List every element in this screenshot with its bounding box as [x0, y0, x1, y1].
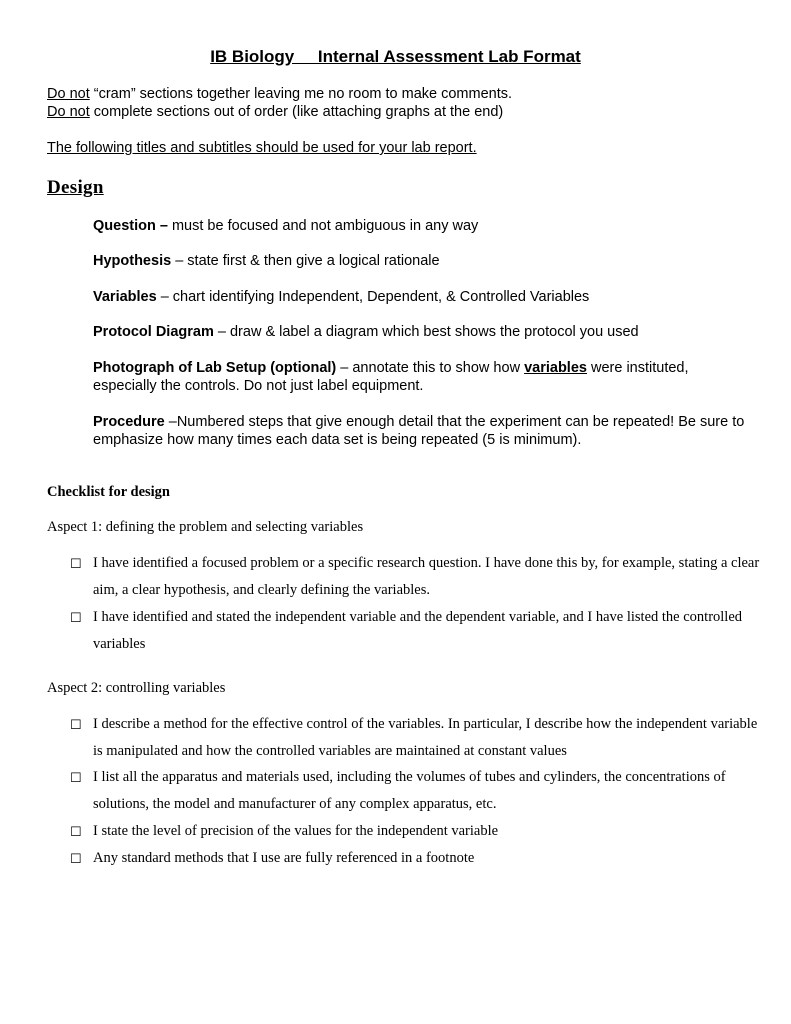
design-item-protocol-diagram	[93, 323, 753, 341]
note-text: complete sections out of order (like attaching graphs at the end)	[89, 104, 504, 120]
design-item-question	[93, 217, 753, 235]
instruction-note-2	[47, 104, 503, 120]
checkbox-icon[interactable]: ☐	[70, 770, 82, 785]
checklist-item-text: I list all the apparatus and materials used, including the volumes of tubes and cylinders, the concentrations of solutions, the model and manufacturer of any complex apparatus, etc.	[93, 769, 726, 812]
checklist-item-text: Any standard methods that I use are fully referenced in a footnote	[93, 850, 475, 866]
design-item-photograph	[93, 359, 753, 395]
item-term: Hypothesis	[93, 253, 172, 269]
aspect-label: Aspect 2: controlling variables	[47, 680, 226, 696]
checklist-item-text: I have identified and stated the independent variable and the dependent variable, and I have listed the controlled variables	[93, 609, 743, 652]
section-heading-design: Design	[47, 177, 104, 198]
checklist-item	[70, 604, 760, 658]
checklist-item	[70, 764, 760, 818]
design-item-variables	[93, 288, 753, 306]
note-lead: Do not	[47, 86, 90, 102]
checklist-item	[70, 845, 760, 872]
item-term: Procedure	[93, 414, 165, 430]
checklist-item	[70, 818, 760, 845]
item-desc: – annotate this to show how	[336, 360, 525, 376]
checklist-item-text: I have identified a focused problem or a specific research question. I have done this by, for example, stating a clear aim, a clear hypothesis, and clearly defining the variables.	[93, 555, 760, 598]
item-emphasis: variables	[524, 360, 587, 376]
item-term: Photograph of Lab Setup (optional)	[93, 360, 337, 376]
checklist-item	[70, 550, 760, 604]
checklist-item-text: I describe a method for the effective control of the variables. In particular, I describe how the independent variable is manipulated and how the controlled variables are maintained at constant values	[93, 716, 758, 759]
note-lead: Do not	[47, 104, 90, 120]
item-desc: – chart identifying Independent, Dependent, & Controlled Variables	[156, 289, 590, 305]
item-term: Protocol Diagram	[93, 324, 214, 340]
checkbox-icon[interactable]: ☐	[70, 851, 82, 866]
item-desc-cont: were instituted, especially the controls. Do not just label equipment.	[93, 360, 689, 394]
design-item-procedure	[93, 413, 753, 449]
titles-note: The following titles and subtitles should be used for your lab report.	[47, 140, 477, 156]
item-desc: – state first & then give a logical rationale	[171, 253, 440, 269]
note-text: “cram” sections together leaving me no room to make comments.	[89, 86, 513, 102]
item-term: Question –	[93, 218, 168, 234]
checklist-title: Checklist for design	[47, 484, 170, 500]
design-item-hypothesis	[93, 252, 753, 270]
checkbox-icon[interactable]: ☐	[70, 556, 82, 571]
checklist-item	[70, 711, 760, 765]
item-term: Variables	[93, 289, 157, 305]
item-desc: – draw & label a diagram which best shows the protocol you used	[213, 324, 639, 340]
checkbox-icon[interactable]: ☐	[70, 610, 82, 625]
document-title: IB Biology Internal Assessment Lab Format	[210, 47, 581, 66]
item-desc: –Numbered steps that give enough detail that the experiment can be repeated! Be sure to emphasize how many times each data set is being repeated (5 is minimum).	[93, 414, 745, 448]
aspect-label: Aspect 1: defining the problem and selecting variables	[47, 519, 364, 535]
item-desc: must be focused and not ambiguous in any way	[167, 218, 479, 234]
checkbox-icon[interactable]: ☐	[70, 717, 82, 732]
instruction-note-1	[47, 86, 512, 102]
checklist-item-text: I state the level of precision of the values for the independent variable	[93, 823, 499, 839]
checkbox-icon[interactable]: ☐	[70, 824, 82, 839]
